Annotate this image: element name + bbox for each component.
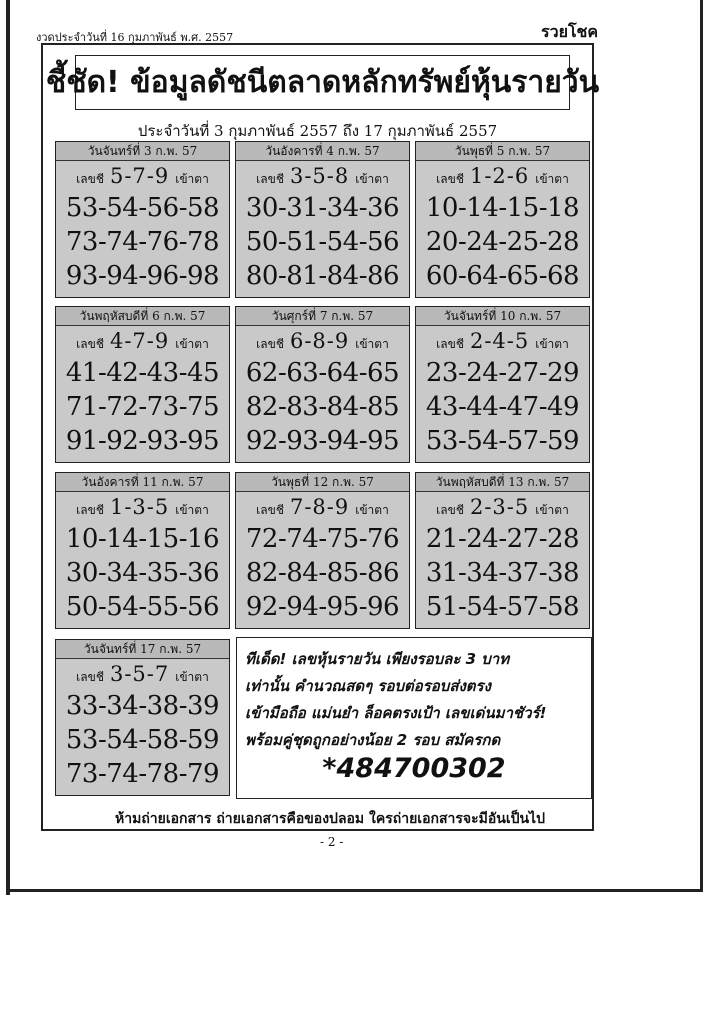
page-title: ชี้ชัด! ข้อมูลดัชนีตลาดหลักทรัพย์หุ้นรายวัน (45, 65, 600, 100)
key-digits: 2-4-5 (469, 329, 530, 353)
number-row: 23-24-27-29 (425, 358, 580, 388)
promo-line: เท่านั้น คำนวณสดๆ รอบต่อรอบส่งตรง (245, 677, 491, 695)
number-row: 92-94-95-96 (245, 592, 400, 622)
key-tail: เข้าตา (175, 337, 209, 351)
number-row: 73-74-76-78 (65, 227, 220, 257)
number-row: 80-81-84-86 (245, 261, 400, 291)
key-digits: 2-3-5 (469, 495, 530, 519)
key-digits: 7-8-9 (289, 495, 350, 519)
key-tail: เข้าตา (535, 172, 569, 186)
key-tail: เข้าตา (355, 172, 389, 186)
stock-card (415, 141, 590, 298)
promo-box (236, 637, 592, 799)
key-label: เลขชี (76, 670, 104, 684)
number-row: 31-34-37-38 (425, 558, 580, 588)
issue-date-header: งวดประจำวันที่ 16 กุมภาพันธ์ พ.ศ. 2557 (36, 31, 234, 44)
number-row: 53-54-56-58 (65, 193, 220, 223)
promo-line: เข้ามือถือ แม่นยำ ล็อคตรงเป้า เลขเด่นมาชัวร์! (245, 704, 547, 722)
key-digits: 1-2-6 (469, 164, 530, 188)
key-label: เลขชี (256, 172, 284, 186)
card-key-row (236, 492, 409, 522)
key-tail: เข้าตา (175, 503, 209, 517)
key-digits: 4-7-9 (109, 329, 170, 353)
card-date: วันพฤหัสบดีที่ 13 ก.พ. 57 (416, 473, 589, 492)
card-date: วันพุธที่ 5 ก.พ. 57 (416, 142, 589, 161)
stock-card (55, 141, 230, 298)
number-row: 30-31-34-36 (245, 193, 400, 223)
page-number: - 2 - (320, 835, 344, 849)
card-key-row (56, 326, 229, 356)
key-tail: เข้าตา (175, 670, 209, 684)
number-row: 30-34-35-36 (65, 558, 220, 588)
number-row: 71-72-73-75 (65, 392, 220, 422)
number-row: 93-94-96-98 (65, 261, 220, 291)
card-key-row (56, 659, 229, 689)
key-digits: 5-7-9 (109, 164, 170, 188)
number-row: 43-44-47-49 (425, 392, 580, 422)
page-edge-left (6, 0, 10, 895)
number-row: 60-64-65-68 (425, 261, 580, 291)
key-tail: เข้าตา (535, 337, 569, 351)
key-label: เลขชี (76, 172, 104, 186)
number-row: 82-83-84-85 (245, 392, 400, 422)
key-label: เลขชี (76, 337, 104, 351)
number-row: 41-42-43-45 (65, 358, 220, 388)
number-row: 20-24-25-28 (425, 227, 580, 257)
promo-line: พร้อมคู่ชุดถูกอย่างน้อย 2 รอบ สมัครกด (245, 731, 501, 749)
key-digits: 1-3-5 (109, 495, 170, 519)
card-date: วันอังคารที่ 11 ก.พ. 57 (56, 473, 229, 492)
key-tail: เข้าตา (535, 503, 569, 517)
title-box (45, 55, 600, 110)
card-key-row (416, 492, 589, 522)
key-digits: 3-5-7 (109, 662, 170, 686)
number-row: 62-63-64-65 (245, 358, 400, 388)
card-date: วันพุธที่ 12 ก.พ. 57 (236, 473, 409, 492)
key-tail: เข้าตา (355, 503, 389, 517)
number-row: 21-24-27-28 (425, 524, 580, 554)
number-row: 53-54-58-59 (65, 725, 220, 755)
stock-card (55, 306, 230, 463)
key-label: เลขชี (436, 337, 464, 351)
number-row: 72-74-75-76 (245, 524, 400, 554)
card-key-row (416, 326, 589, 356)
card-date: วันจันทร์ที่ 3 ก.พ. 57 (56, 142, 229, 161)
card-key-row (416, 161, 589, 191)
number-row: 91-92-93-95 (65, 426, 220, 456)
promo-sms-code: *484700302 (322, 753, 506, 784)
card-key-row (56, 161, 229, 191)
stock-card (235, 472, 410, 629)
key-label: เลขชี (436, 503, 464, 517)
key-tail: เข้าตา (175, 172, 209, 186)
card-date: วันศุกร์ที่ 7 ก.พ. 57 (236, 307, 409, 326)
key-label: เลขชี (256, 337, 284, 351)
stock-card (55, 639, 230, 796)
number-row: 92-93-94-95 (245, 426, 400, 456)
copy-warning-footer: ห้ามถ่ายเอกสาร ถ่ายเอกสารคือของปลอม ใครถ่ายเอกสารจะมีอันเป็นไป (115, 811, 545, 827)
card-date: วันพฤหัสบดีที่ 6 ก.พ. 57 (56, 307, 229, 326)
stock-card (415, 472, 590, 629)
number-row: 53-54-57-59 (425, 426, 580, 456)
card-key-row (236, 326, 409, 356)
stock-card (415, 306, 590, 463)
stock-card (235, 141, 410, 298)
number-row: 51-54-57-58 (425, 592, 580, 622)
card-date: วันอังคารที่ 4 ก.พ. 57 (236, 142, 409, 161)
card-key-row (56, 492, 229, 522)
card-date: วันจันทร์ที่ 17 ก.พ. 57 (56, 640, 229, 659)
page-edge-right (700, 0, 703, 890)
key-tail: เข้าตา (355, 337, 389, 351)
number-row: 33-34-38-39 (65, 691, 220, 721)
publication-name: รวยโชค (541, 22, 599, 41)
key-digits: 3-5-8 (289, 164, 350, 188)
number-row: 10-14-15-16 (65, 524, 220, 554)
date-range-subtitle: ประจำวันที่ 3 กุมภาพันธ์ 2557 ถึง 17 กุมภาพันธ์ 2557 (137, 122, 498, 140)
key-digits: 6-8-9 (289, 329, 350, 353)
stock-card (235, 306, 410, 463)
number-row: 82-84-85-86 (245, 558, 400, 588)
card-date: วันจันทร์ที่ 10 ก.พ. 57 (416, 307, 589, 326)
key-label: เลขชี (256, 503, 284, 517)
number-row: 50-54-55-56 (65, 592, 220, 622)
number-row: 10-14-15-18 (425, 193, 580, 223)
card-key-row (236, 161, 409, 191)
page-edge-bottom (6, 889, 703, 892)
number-row: 73-74-78-79 (65, 759, 220, 789)
promo-line: ทีเด็ด! เลขหุ้นรายวัน เพียงรอบละ 3 บาท (245, 650, 510, 668)
key-label: เลขชี (436, 172, 464, 186)
number-row: 50-51-54-56 (245, 227, 400, 257)
stock-card (55, 472, 230, 629)
key-label: เลขชี (76, 503, 104, 517)
